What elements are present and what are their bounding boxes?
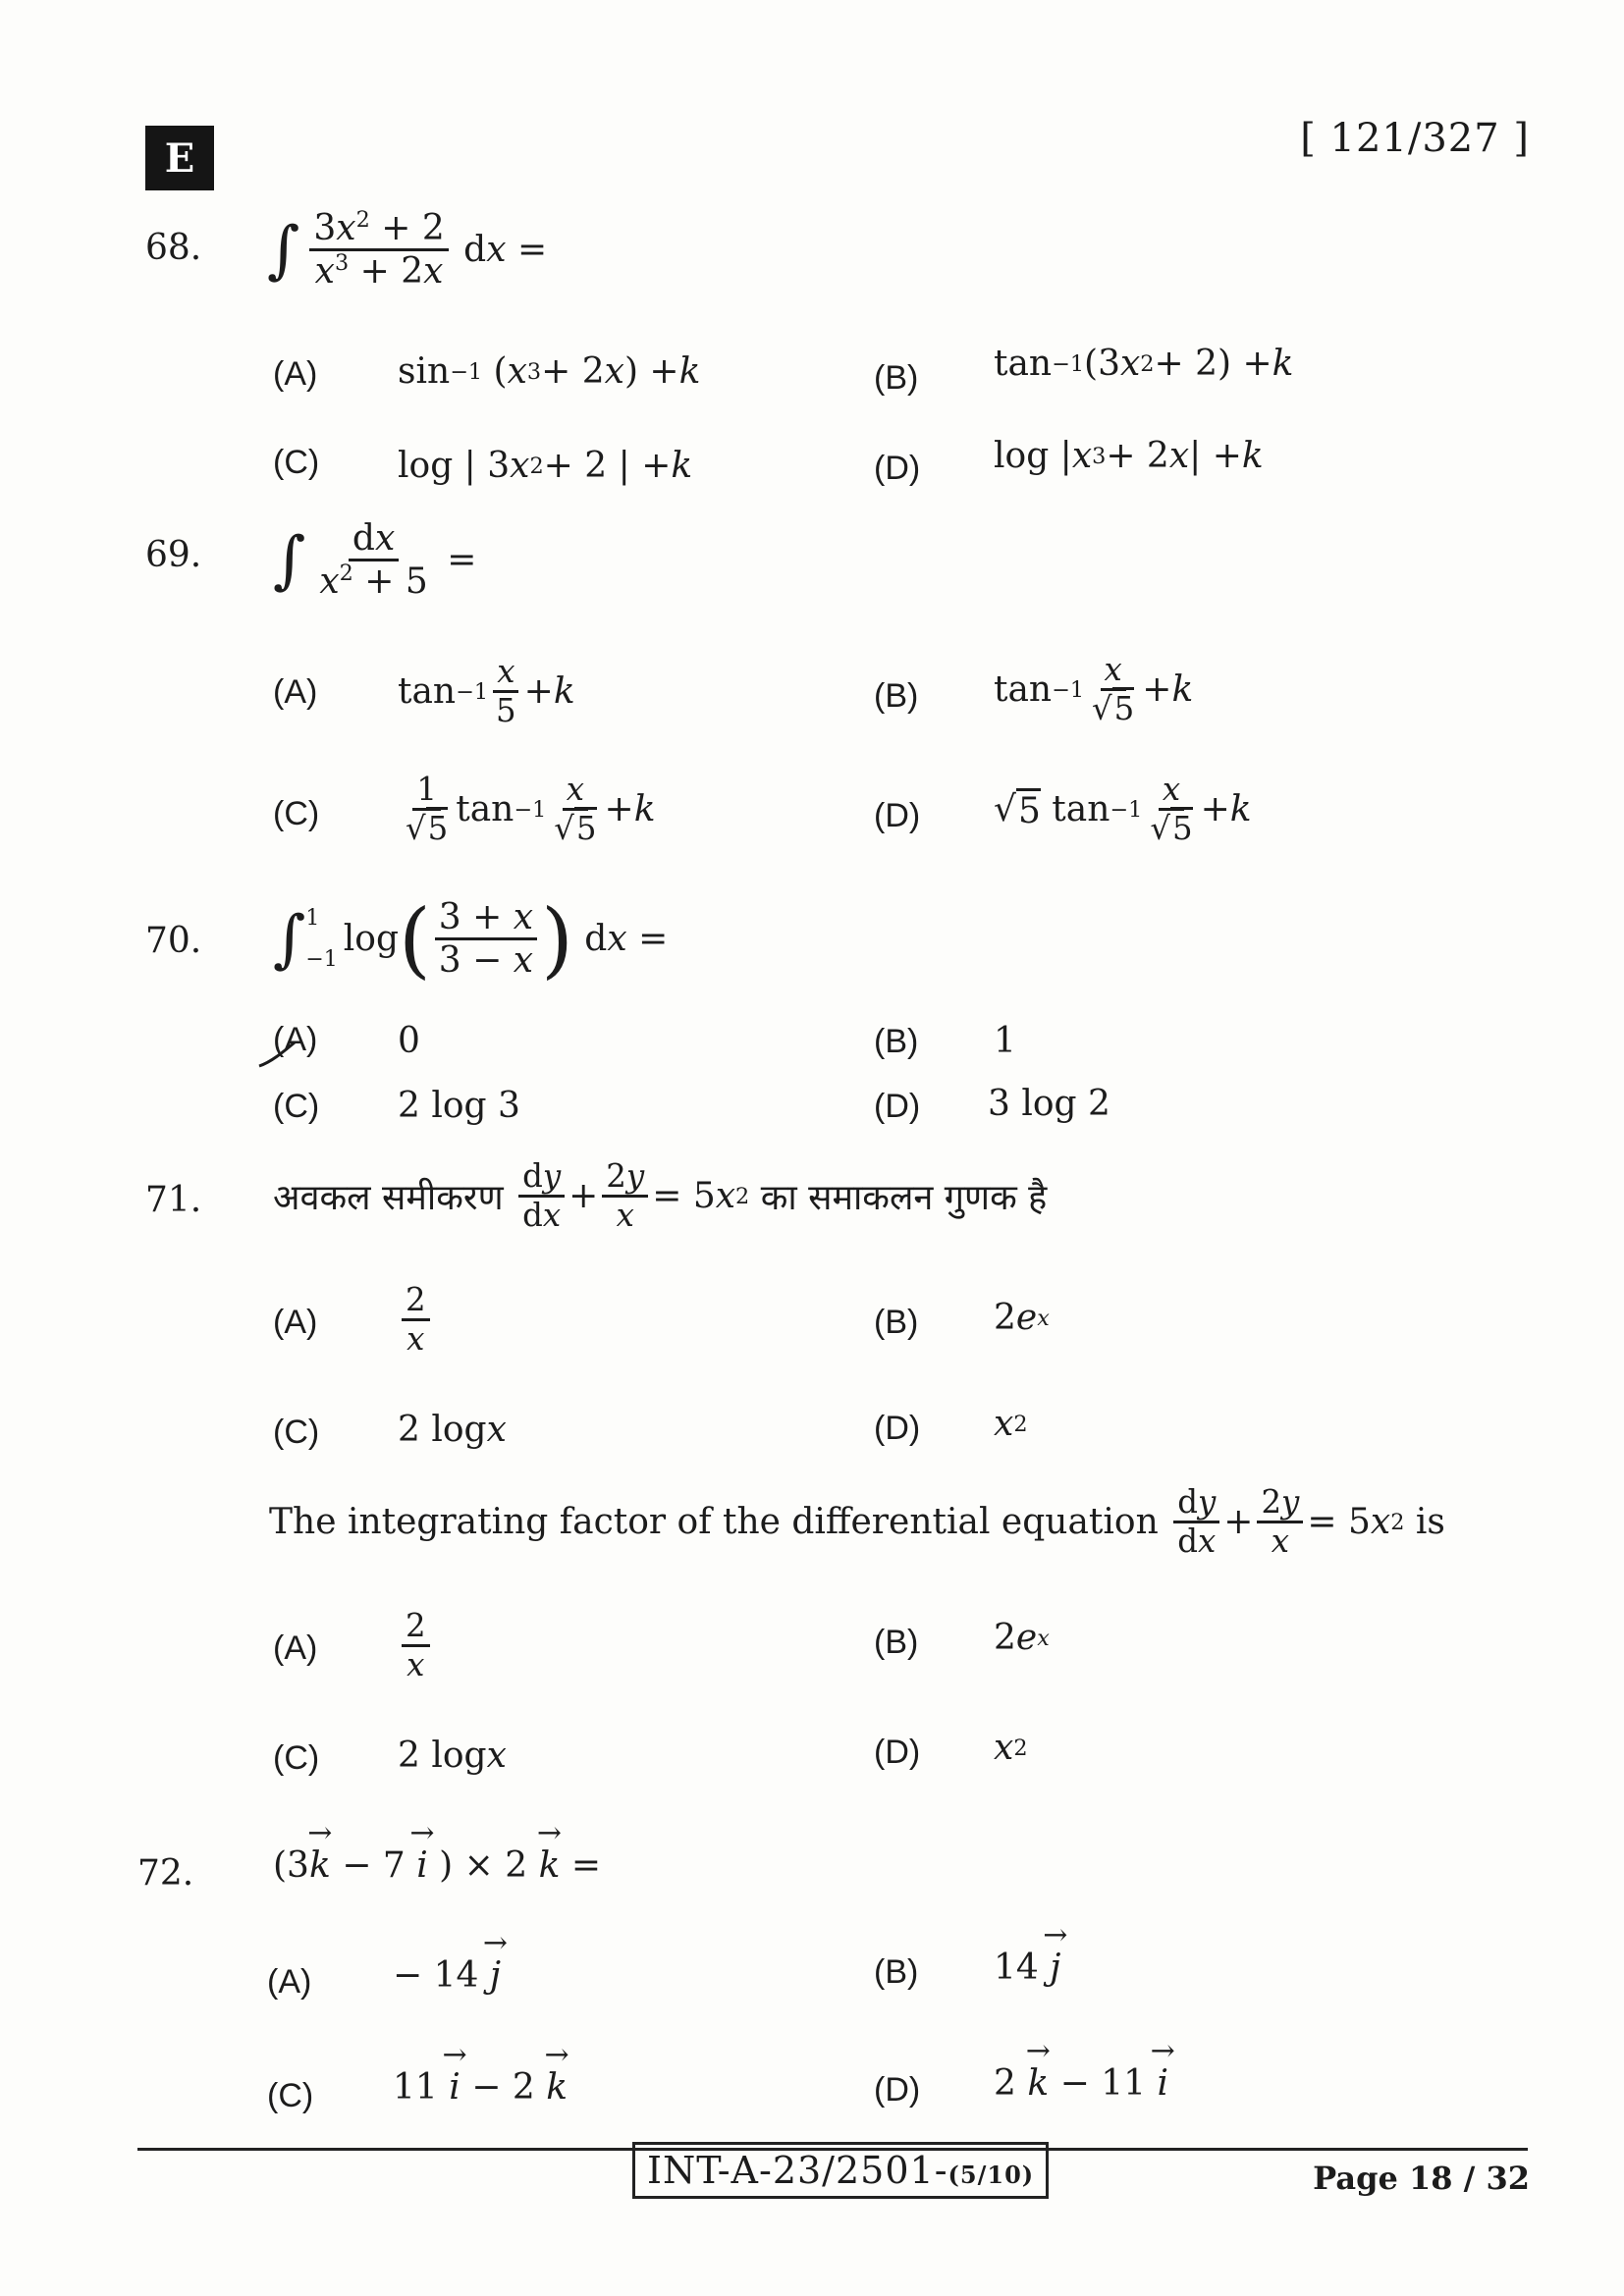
q70-option-d: 3 log 2 (988, 1084, 1110, 1124)
q71en-option-b: 2 e x (994, 1618, 1050, 1658)
q71en-option-b-label: (B) (874, 1624, 919, 1661)
q68-option-c: log | 3 x 2 + 2 | + k (398, 446, 693, 486)
q70-option-d-label: (D) (874, 1088, 921, 1125)
q70-option-a-label: (A) (273, 1021, 318, 1058)
question-68-number: 68. (145, 228, 202, 268)
q70-option-c: 2 log 3 (398, 1086, 520, 1126)
q71en-option-c-label: (C) (273, 1739, 320, 1777)
q72-option-a-label: (A) (267, 1963, 312, 2001)
footer-code-small: (5/10) (947, 2161, 1035, 2189)
q68-option-a-label: (A) (273, 355, 318, 393)
q71-hindi-suffix: का समाकलन गुणक है (760, 1178, 1048, 1219)
q68-option-d: log | x 3 + 2 x | + k (994, 436, 1264, 476)
q68-option-a: sin −1 ( x 3 + 2 x ) + k (398, 351, 701, 392)
q72-option-d-label: (D) (874, 2071, 921, 2109)
question-70-number: 70. (145, 921, 202, 961)
q70-option-c-label: (C) (273, 1088, 320, 1125)
q71en-option-d: x 2 (994, 1728, 1028, 1768)
section-badge: E (145, 126, 214, 190)
q69-option-d: √ 5 tan −1 $\frac{x}{√5}$ + k (994, 771, 1252, 848)
q71-hindi-prefix: अवकल समीकरण (273, 1178, 504, 1219)
page-number: Page 18 / 32 (1313, 2160, 1530, 2197)
footer-code: INT-A-23/2501- (647, 2149, 948, 2192)
question-72-number: 72. (137, 1853, 194, 1894)
q71-english-suffix: is (1415, 1502, 1445, 1543)
q71-english-prefix: The integrating factor of the differential equation (269, 1502, 1159, 1543)
q71en-option-d-label: (D) (874, 1734, 921, 1771)
q71-option-a: $\frac{2}{x}$ (398, 1282, 434, 1359)
q69-option-d-label: (D) (874, 797, 921, 834)
q68-option-c-label: (C) (273, 444, 320, 481)
q72-option-d: 2 → k − 11 → i (994, 2063, 1168, 2104)
question-69-number: 69. (145, 535, 202, 575)
q71en-option-a: $\frac{2}{x}$ (398, 1608, 434, 1684)
question-70-text: ∫ 1 −1 log ( $\frac{3 + x}{3 - x}$ ) dx = (273, 890, 669, 988)
q72-option-a: − 14 → j (393, 1955, 501, 1996)
question-71-hindi: अवकल समीकरण $\frac{dy}{dx}$ + $\frac{2y}{x}$ = 5 x 2 का समाकलन गुणक है (273, 1157, 1048, 1235)
document-code: [ 121/327 ] (1300, 116, 1530, 161)
q70-option-b: 1 (994, 1021, 1016, 1061)
q71-option-d: x 2 (994, 1404, 1028, 1444)
q71-option-b-label: (B) (874, 1304, 919, 1341)
q69-option-a-label: (A) (273, 673, 318, 711)
q71-option-a-label: (A) (273, 1304, 318, 1341)
q71-option-c-label: (C) (273, 1414, 320, 1451)
q71-option-d-label: (D) (874, 1410, 921, 1447)
q71en-option-c: 2 log x (398, 1735, 507, 1776)
q72-option-c: 11 → i − 2 → k (393, 2067, 568, 2108)
q72-option-b: 14 → j (994, 1948, 1060, 1988)
q69-option-c: $\frac{1}{√5}$ tan −1 $\frac{x}{√5}$ + k (406, 771, 656, 848)
q69-option-c-label: (C) (273, 795, 320, 832)
question-68-text: ∫ $\frac{3x^2 + 2}{x^3 + 2x}$ dx = (267, 207, 548, 293)
q72-option-c-label: (C) (267, 2077, 314, 2114)
question-72-text: (3 → k − 7 → i ) × 2 → k = (273, 1845, 601, 1886)
q70-option-b-label: (B) (874, 1023, 919, 1060)
q72-option-b-label: (B) (874, 1953, 919, 1991)
q71-option-b: 2 e x (994, 1298, 1050, 1338)
q68-option-d-label: (D) (874, 450, 921, 487)
q71en-option-a-label: (A) (273, 1629, 318, 1667)
q68-option-b-label: (B) (874, 359, 919, 397)
question-71-number: 71. (145, 1180, 202, 1220)
q69-option-a: tan −1 $\frac{x}{5}$ + k (398, 653, 575, 730)
q71-option-c: 2 log x (398, 1410, 507, 1450)
question-71-english: The integrating factor of the differential equation $\frac{dy}{dx}$ + $\frac{2y}{x}$ = 5 x 2 is (269, 1483, 1445, 1561)
q69-option-b: tan −1 $\frac{x}{√5}$ + k (994, 651, 1194, 728)
question-69-text: ∫ $\frac{dx}{x^2 + 5}$ = (273, 518, 477, 603)
footer-code-box (632, 2142, 1049, 2199)
q68-option-b: tan −1 (3 x 2 + 2) + k (994, 344, 1294, 384)
q70-option-a: 0 (398, 1021, 420, 1061)
q69-option-b-label: (B) (874, 677, 919, 715)
